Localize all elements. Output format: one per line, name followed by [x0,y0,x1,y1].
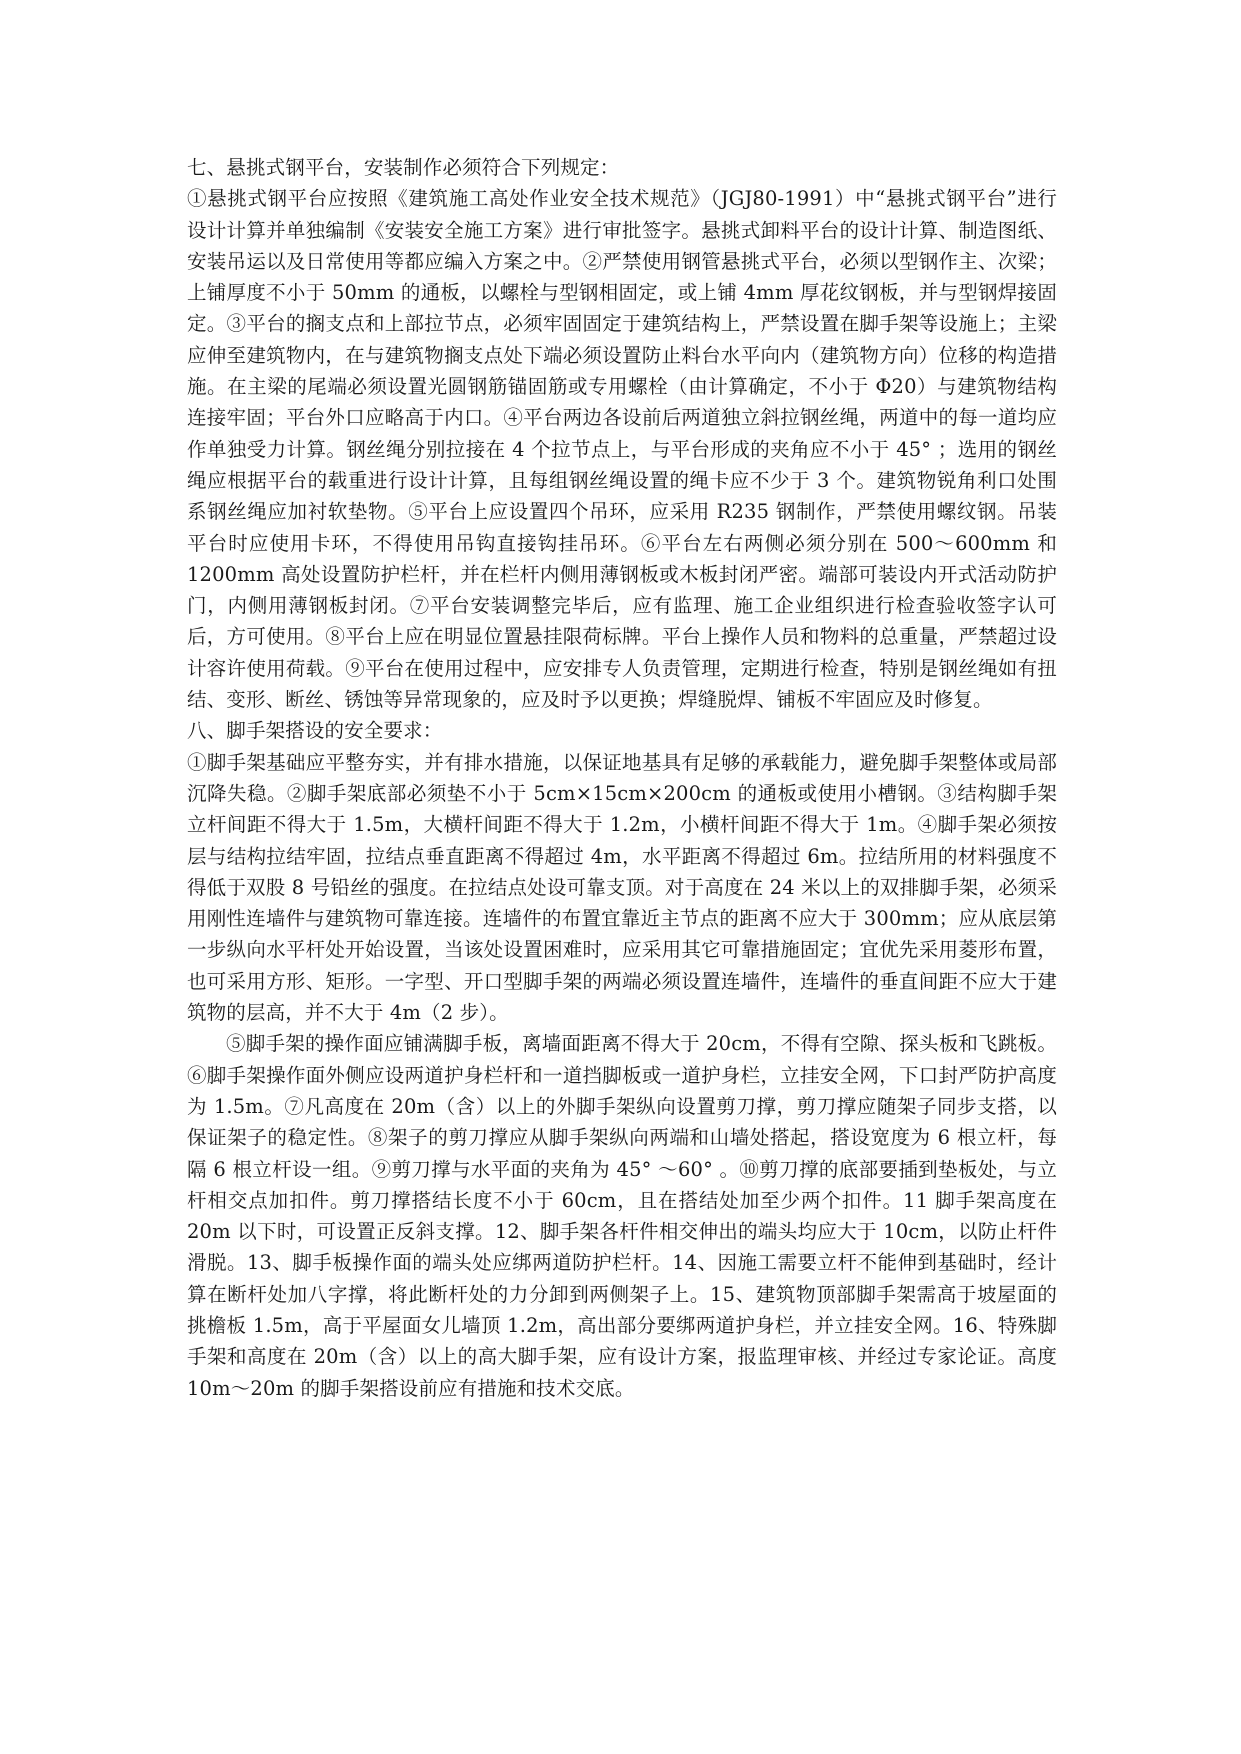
section-8-heading: 八、脚手架搭设的安全要求： [187,719,443,743]
section-7-paragraph: ①悬挑式钢平台应按照《建筑施工高处作业安全技术规范》（JGJ80-1991）中“悬挑式钢平台”进行设计计算并单独编制《安装安全施工方案》进行审批签字。悬挑式卸料平台的设计计算、制造图纸、安装吊运以及日常使用等都应编入方案之中。②严禁使用钢管悬挑式平台，必须以型钢作主、次梁；上铺厚度不小于 50mm 的通板，以螺栓与型钢相固定，或上铺 4mm 厚花纹钢板，并与型钢焊接固定。③平台的搁支点和上部拉节点，必须牢固固定于建筑结构上，严禁设置在脚手架等设施上；主梁应伸至建筑物内，在与建筑物搁支点处下端必须设置防止料台水平向内（建筑物方向）位移的构造措施。在主梁的尾端必须设置光圆钢筋锚固筋或专用螺栓（由计算确定，不小于 Φ20）与建筑物结构连接牢固；平台外口应略高于内口。④平台两边各设前后两道独立斜拉钢丝绳，两道中的每一道均应作单独受力计算。钢丝绳分别拉接在 4 个拉节点上，与平台形成的夹角应不小于 45° ；选用的钢丝绳应根据平台的载重进行设计计算，且每组钢丝绳设置的绳卡应不少于 3 个。建筑物锐角利口处围系钢丝绳应加衬软垫物。⑤平台上应设置四个吊环，应采用 R235 钢制作，严禁使用螺纹钢。吊装平台时应使用卡环，不得使用吊钩直接钩挂吊环。⑥平台左右两侧必须分别在 500～600mm 和 1200mm 高处设置防护栏杆，并在栏杆内侧用薄钢板或木板封闭严密。端部可装设内开式活动防护门，内侧用薄钢板封闭。⑦平台安装调整完毕后，应有监理、施工企业组织进行检查验收签字认可后，方可使用。⑧平台上应在明显位置悬挂限荷标牌。平台上操作人员和物料的总重量，严禁超过设计容许使用荷载。⑨平台在使用过程中，应安排专人负责管理，定期进行检查，特别是钢丝绳如有扭结、变形、断丝、锈蚀等异常现象的，应及时予以更换；焊缝脱焊、铺板不牢固应及时修复。 [187,187,1057,712]
section-8-paragraph-2: ⑤脚手架的操作面应铺满脚手板，离墙面距离不得大于 20cm，不得有空隙、探头板和飞跳板。⑥脚手架操作面外侧应设两道护身栏杆和一道挡脚板或一道护身栏，立挂安全网，下口封严防护高度为 1.5m。⑦凡高度在 20m（含）以上的外脚手架纵向设置剪刀撑，剪刀撑应随架子同步支搭，以保证架子的稳定性。⑧架子的剪刀撑应从脚手架纵向两端和山墙处搭起，搭设宽度为 6 根立杆，每隔 6 根立杆设一组。⑨剪刀撑与水平面的夹角为 45° ～60° 。⑩剪刀撑的底部要插到垫板处，与立杆相交点加扣件。剪刀撑搭结长度不小于 60cm，且在搭结处加至少两个扣件。11 脚手架高度在 20m 以下时，可设置正反斜支撑。12、脚手架各杆件相交伸出的端头均应大于 10cm，以防止杆件滑脱。13、脚手板操作面的端头处应绑两道防护栏杆。14、因施工需要立杆不能伸到基础时，经计算在断杆处加八字撑，将此断杆处的力分卸到两侧架子上。15、建筑物顶部脚手架需高于坡屋面的挑檐板 1.5m，高于平屋面女儿墙顶 1.2m，高出部分要绑两道护身栏，并立挂安全网。16、特殊脚手架和高度在 20m（含）以上的高大脚手架，应有设计方案，报监理审核、并经过专家论证。高度 10m～20m 的脚手架搭设前应有措施和技术交底。 [187,1032,1057,1400]
section-8-paragraph-1: ①脚手架基础应平整夯实，并有排水措施，以保证地基具有足够的承载能力，避免脚手架整体或局部沉降失稳。②脚手架底部必须垫不小于 5cm×15cm×200cm 的通板或使用小槽钢。③结构脚手架立杆间距不得大于 1.5m，大横杆间距不得大于 1.2m，小横杆间距不得大于 1m。④脚手架必须按层与结构拉结牢固，拉结点垂直距离不得超过 4m，水平距离不得超过 6m。拉结所用的材料强度不得低于双股 8 号铅丝的强度。在拉结点处设可靠支顶。对于高度在 24 米以上的双排脚手架，必须采用刚性连墙件与建筑物可靠连接。连墙件的布置宜靠近主节点的距离不应大于 300mm；应从底层第一步纵向水平杆处开始设置，当该处设置困难时，应采用其它可靠措施固定；宜优先采用菱形布置，也可采用方形、矩形。一字型、开口型脚手架的两端必须设置连墙件，连墙件的垂直间距不应大于建筑物的层高，并不大于 4m（2 步）。 [187,750,1057,1025]
section-7-heading: 七、悬挑式钢平台，安装制作必须符合下列规定： [187,156,620,179]
document-body [187,152,1057,1404]
